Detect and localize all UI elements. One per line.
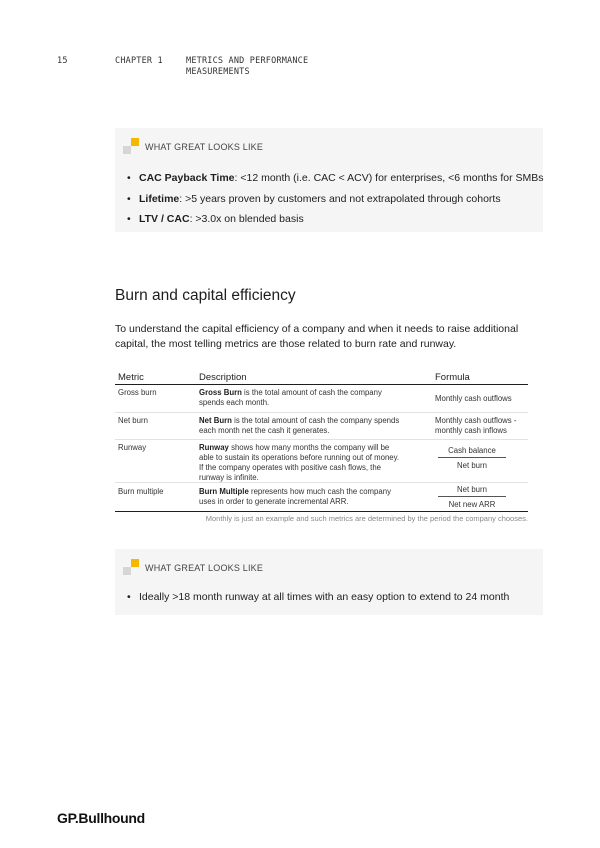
box-title: WHAT GREAT LOOKS LIKE: [145, 142, 264, 152]
squares-icon: [123, 138, 139, 154]
metric-cell: Net burn: [118, 416, 148, 425]
description-bold: Runway: [199, 443, 229, 452]
table-row: [115, 440, 528, 483]
item-label: LTV / CAC: [139, 213, 190, 225]
metric-cell: Gross burn: [118, 388, 157, 397]
item-text: : <12 month (i.e. CAC < ACV) for enterprises, <6 months for SMBs: [234, 172, 544, 184]
metrics-table: [115, 370, 528, 512]
bullet-list: [127, 587, 509, 608]
metric-cell: Burn multiple: [118, 487, 164, 496]
section-intro: To understand the capital efficiency of a company and when it needs to raise additional capital, the most telling metrics are those related to burn rate and runway.: [115, 323, 519, 350]
header-description: Description: [199, 372, 247, 383]
description-cell: [199, 443, 405, 483]
formula-cell: Monthly cash outflows - monthly cash inflows: [435, 416, 517, 435]
fraction-numerator: Cash balance: [438, 446, 506, 458]
formula-fraction: [438, 446, 506, 471]
description-text: is the total amount of cash the company spends each month.: [199, 388, 382, 407]
formula-fraction: [438, 485, 506, 510]
description-text: is the total amount of cash the company spends each month net the cash it generates.: [199, 416, 400, 435]
formula-cell: Monthly cash outflows: [435, 394, 512, 403]
fraction-denominator: Net burn: [457, 461, 487, 470]
page-number: 15: [57, 56, 68, 66]
item-text: Ideally >18 month runway at all times with an easy option to extend to 24 month: [139, 591, 510, 603]
gp-bullhound-logo: GP.Bullhound: [57, 810, 145, 826]
description-cell: [199, 487, 405, 507]
box-title: WHAT GREAT LOOKS LIKE: [145, 563, 264, 573]
metric-cell: Runway: [118, 443, 147, 452]
table-header: [115, 370, 528, 385]
description-bold: Gross Burn: [199, 388, 242, 397]
list-item: [127, 189, 544, 210]
bullet-list: [127, 168, 544, 230]
description-bold: Net Burn: [199, 416, 232, 425]
great-looks-like-box-2: [115, 549, 543, 615]
header-metric: Metric: [118, 372, 144, 383]
list-item: [127, 209, 544, 230]
table-row: [115, 483, 528, 512]
header-formula: Formula: [435, 372, 470, 383]
list-item: [127, 168, 544, 189]
item-text: : >3.0x on blended basis: [189, 213, 304, 225]
description-bold: Burn Multiple: [199, 487, 249, 496]
fraction-numerator: Net burn: [438, 485, 506, 497]
item-label: CAC Payback Time: [139, 172, 235, 184]
chapter-title: METRICS AND PERFORMANCE MEASUREMENTS: [186, 56, 309, 77]
table-row: [115, 413, 528, 440]
item-label: Lifetime: [139, 192, 180, 205]
list-item: [127, 587, 509, 608]
great-looks-like-box-1: [115, 128, 543, 232]
description-cell: [199, 388, 405, 408]
fraction-denominator: Net new ARR: [448, 500, 496, 509]
table-note: Monthly is just an example and such metrics are determined by the period the company chooses.: [205, 514, 528, 523]
squares-icon: [123, 559, 139, 575]
item-text: : >5 years proven by customers and not extrapolated through cohorts: [179, 192, 501, 205]
table-row: [115, 385, 528, 413]
description-text: represents how much cash the company uses in order to generate incremental ARR.: [199, 487, 391, 506]
description-cell: [199, 416, 405, 436]
chapter-label: CHAPTER 1: [115, 56, 163, 66]
description-text: shows how many months the company will be able to sustain its operations before running out of money. If the company operates with positive cash flows, the runway is infinite.: [199, 443, 400, 482]
section-title: Burn and capital efficiency: [115, 287, 296, 304]
